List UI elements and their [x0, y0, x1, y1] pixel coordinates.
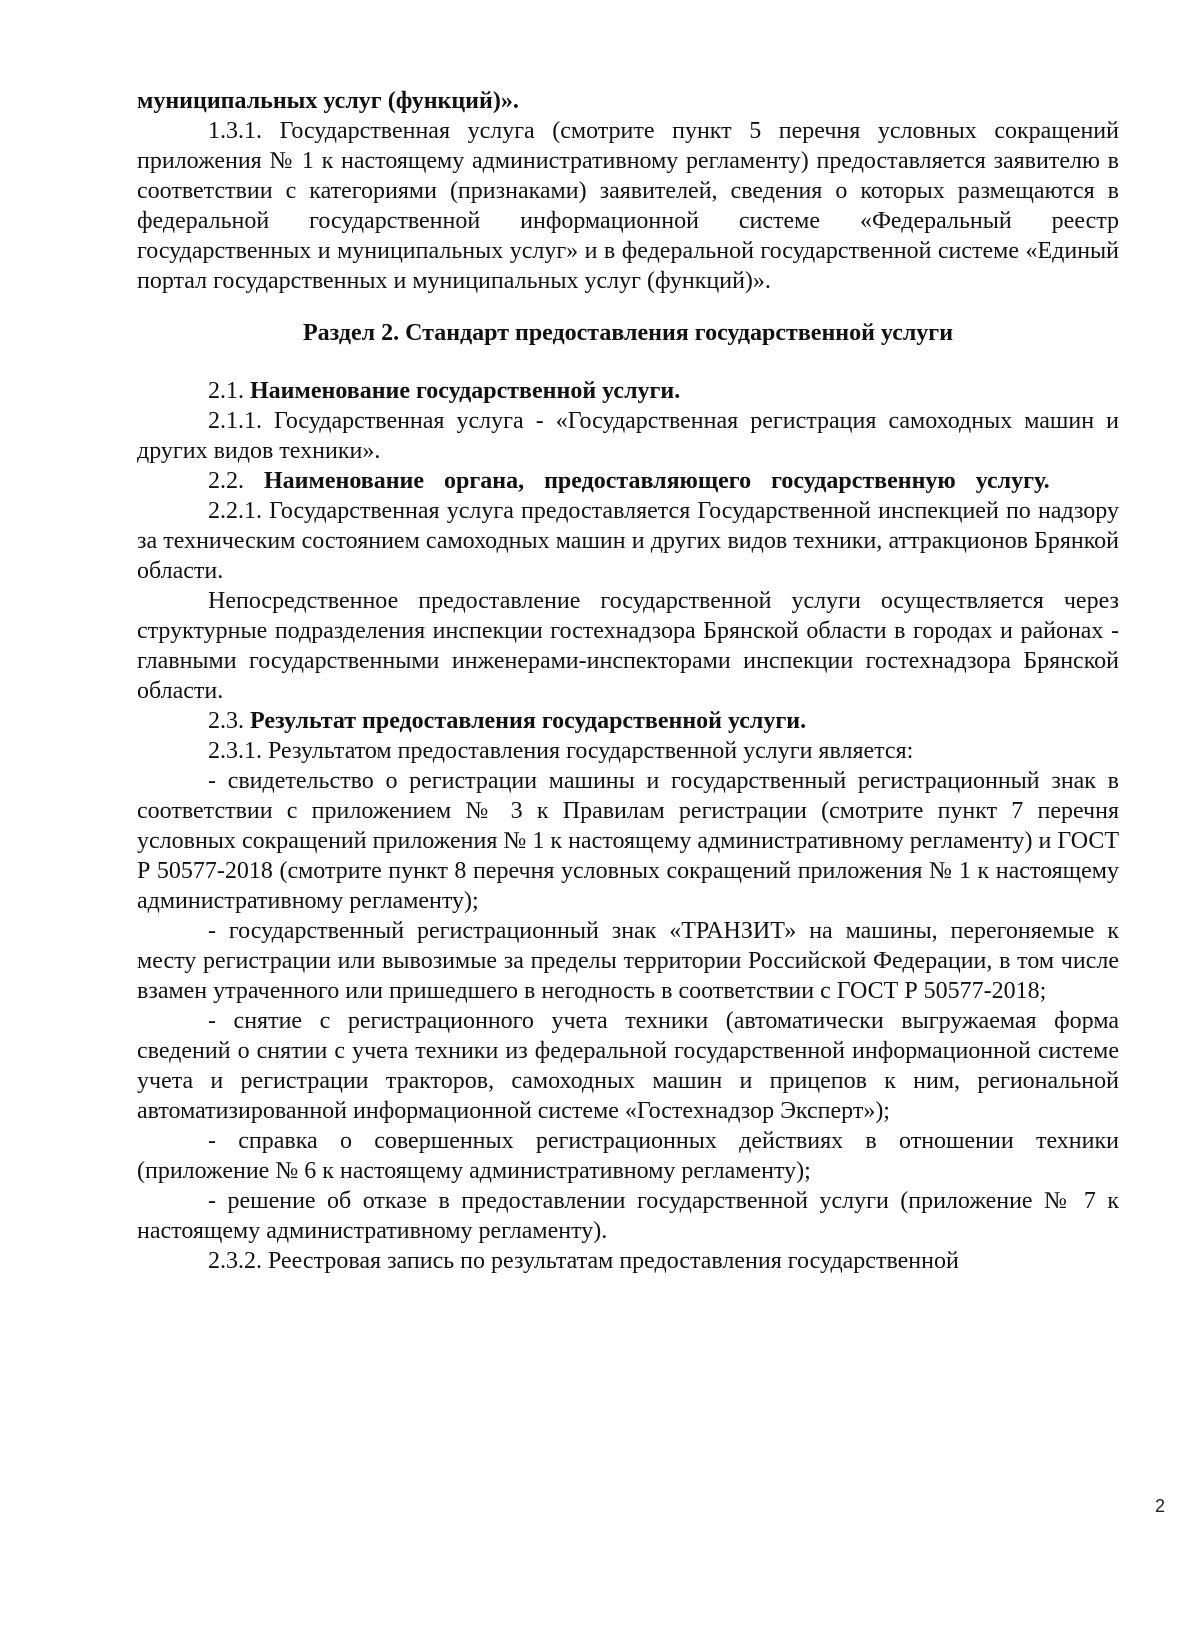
lead-fragment: муниципальных услуг (функций)».: [137, 88, 519, 114]
result-item-certificate: - свидетельство о регистрации машины и государственный регистрационный знак в соответствии с приложением № 3 к Правилам регистрации (смотрите пункт 7 перечня условных сокращений приложения № 1 к настоящему административному регламенту) и ГОСТ Р 50577-2018 (смотрите пункт 8 перечня условных сокращений приложения № 1 к настоящему административному регламенту);: [137, 768, 1119, 914]
paragraph-2-3-title: Результат предоставления государственной услуги.: [250, 708, 807, 734]
paragraph-2-2-1: 2.2.1. Государственная услуга предоставляется Государственной инспекцией по надзору за техническим состоянием самоходных машин и других видов техники, аттракционов Брянкой области.: [137, 498, 1119, 584]
paragraph-2-1: [137, 376, 1119, 406]
paragraph-2-3: [137, 706, 1119, 736]
paragraph-2-1-1: 2.1.1. Государственная услуга - «Государственная регистрация самоходных машин и других видов техники».: [137, 408, 1119, 464]
paragraph-2-3-number: 2.3.: [208, 708, 244, 734]
result-item-transit-plate: - государственный регистрационный знак «ТРАНЗИТ» на машины, перегоняемые к месту регистрации или вывозимые за пределы территории Российской Федерации, в том числе взамен утраченного или пришедшего в негодность в соответствии с ГОСТ Р 50577-2018;: [137, 918, 1119, 1004]
paragraph-2-2-number: 2.2.: [208, 468, 244, 494]
paragraph-2-3-1: 2.3.1. Результатом предоставления государственной услуги является:: [208, 738, 914, 764]
paragraph-direct-provision: Непосредственное предоставление государственной услуги осуществляется через структурные подразделения инспекции гостехнадзора Брянской области в городах и районах - главными государственными инженерами-инспекторами инспекции гостехнадзора Брянской области.: [137, 588, 1119, 704]
section-2-heading: Раздел 2. Стандарт предоставления государственной услуги: [302, 320, 954, 346]
result-item-reference: - справка о совершенных регистрационных действиях в отношении техники (приложение № 6 к настоящему административному регламенту);: [137, 1128, 1119, 1184]
paragraph-1-3-1: 1.3.1. Государственная услуга (смотрите пункт 5 перечня условных сокращений приложения № 1 к настоящему административному регламенту) предоставляется заявителю в соответствии с категориями (признаками) заявителей, сведения о которых размещаются в федеральной государственной информационной системе «Федеральный реестр государственных и муниципальных услуг» и в федеральной государственной системе «Единый портал государственных и муниципальных услуг (функций)».: [137, 118, 1119, 294]
paragraph-2-2: [137, 466, 1119, 496]
paragraph-2-1-number: 2.1.: [208, 378, 244, 404]
paragraph-2-3-2: 2.3.2. Реестровая запись по результатам предоставления государственной: [208, 1248, 959, 1274]
result-item-deregistration: - снятие с регистрационного учета техники (автоматически выгружаемая форма сведений о снятии с учета техники из федеральной государственной информационной системе учета и регистрации тракторов, самоходных машин и прицепов к ним, региональной автоматизированной информационной системе «Гостехнадзор Эксперт»);: [137, 1008, 1119, 1124]
page-number: 2: [1155, 1496, 1166, 1516]
result-item-refusal: - решение об отказе в предоставлении государственной услуги (приложение № 7 к настоящему административному регламенту).: [137, 1188, 1119, 1244]
paragraph-2-1-title: Наименование государственной услуги.: [250, 378, 681, 404]
document-body: [137, 86, 1119, 1276]
paragraph-2-2-title: Наименование органа, предоставляющего государственную услугу.: [264, 468, 1050, 494]
